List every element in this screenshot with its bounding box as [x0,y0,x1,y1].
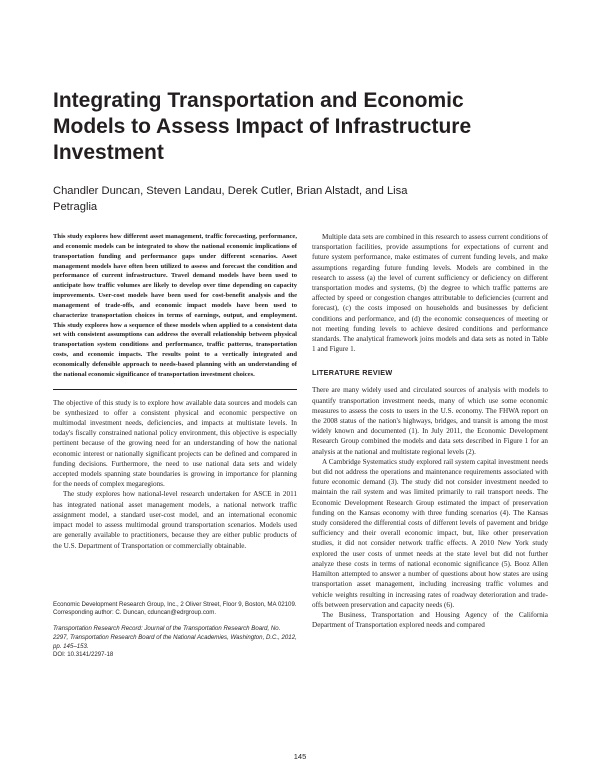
body-paragraph: There are many widely used and circulated sources of analysis with models to quantify transportation investment needs, many of which use some economic measures to assess the costs to users in the U.S. economy. The FHWA report on the 2008 status of the nation's highways, bridges, and transit is among the most widely known and documented (1). In July 2011, the Economic Development Research Group combined the models and data sets described in Figure 1 for an analysis at the national and multistate regional levels (2). [312,386,548,456]
author-affiliation [53,601,297,618]
right-column [312,232,548,630]
body-paragraph: The study explores how national-level research undertaken for ASCE in 2011 has integrated national asset management models, a national network traffic assignment model, a standard user-cost model, and an international economic impact model to assess multimodal ground transportation scenarios. Models used are generally available to practitioners, because they are either public products of the U.S. Department of Transportation or commercially obtainable. [53,490,297,550]
left-column [53,232,297,660]
section-heading: LITERATURE REVIEW [312,368,393,378]
body-paragraph: Multiple data sets are combined in this research to assess current conditions of transportation facilities, provide assumptions for expectations of current and future system performance, make estimates of current funding levels, and make assumptions regarding future funding levels. Models are combined in the research to assess (a) the level of current sufficiency or deficiency on different transportation modes and systems, (b) the degree to which traffic patterns are affected by speed or congestion changes attributable to deficiencies (current and forecast), (c) the costs imposed on households and businesses by deficient conditions and performance, and (d) the economic consequences of meeting or not meeting funding levels to achieve desired conditions and performance standards. The analytical framework joins models and data sets as noted in Table 1 and Figure 1. [312,233,548,354]
paper-title: Integrating Transportation and Economic Models to Assess Impact of Infrastructure Investment [53,89,472,164]
journal-citation [53,625,297,660]
page-number: 145 [293,752,307,761]
body-paragraph: A Cambridge Systematics study explored rail system capital investment needs but did not address the operations and maintenance requirements associated with future economic demand (3). The study did not consider investment needed to maintain the rail system and was limited primarily to rail transport needs. The Economic Development Research Group estimated the impact of preservation funding on the Kansas economy with three funding scenarios (4). The Kansas study considered the differential costs of different levels of pavement and bridge sufficiency and their overall economic impact, but, like other preservation studies, it did not consider network traffic effects. A 2010 New York study explored the user costs of unmet needs at the state level but did not further analyze these costs in terms of national economic significance (5). Booz Allen Hamilton attempted to answer a number of questions about how states are using transportation asset management, including increasing traffic volumes and vehicle weights resulting in increasing rates of roadway deterioration and trade-offs between preservation and capacity needs (6). [312,457,548,609]
affiliation-text: Economic Development Research Group, Inc., 2 Oliver Street, Floor 9, Boston, MA 02109. Corresponding author: C. Duncan, cduncan@edrgroup.com. [53,600,297,617]
citation-text: Transportation Research Record: Journal of the Transportation Research Board, No. 2297, Transportation Research Board of the National Academies, Washington, D.C., 2012, pp. 145–153. [53,625,297,650]
abstract [53,232,297,380]
author-list: Chandler Duncan, Steven Landau, Derek Cutler, Brian Alstadt, and Lisa Petraglia [53,185,408,213]
abstract-text: This study explores how different asset management, traffic forecasting, performance, and economic models can be integrated to show the national economic implications of transportation funding and performance gaps under different scenarios. Asset management models have often been utilized to assess and forecast the condition and performance of current infrastructure. Travel demand models have been used to anticipate how traffic volumes are likely to develop over time depending on capacity improvements. User-cost models have been used for cost-benefit analysis and the management of trade-offs, and economic impact models have been used to characterize transportation choices in terms of earnings, output, and employment. This study explores how a sequence of these models when applied to a consistent data set with consistent assumptions can address the overall relationship between physical transportation system conditions and performance, traffic patterns, transportation costs, and economic impacts. The results point to a vertically integrated and economically defensible approach to needs-based planning with an understanding of the national economic significance of transportation investment choices. [53,233,297,378]
doi-text: DOI: 10.3141/2297-18 [53,651,114,659]
body-paragraph: The objective of this study is to explore how available data sources and models can be synthesized to offer a consistent physical and economic perspective on multimodal investment needs, deficiencies, and impacts at multistate levels. In today's fiscally constrained national policy environment, this objective is especially pertinent because of the growing need for an understanding of how the national economic interest or nationally significant projects can be defined and compared in funding decisions. Furthermore, the need to use national data sets and widely accepted models spanning state boundaries is growing in importance for planning for the needs of complex megaregions. [53,398,297,489]
body-paragraph: The Business, Transportation and Housing Agency of the California Department of Transportation explored needs and compared [312,610,548,630]
abstract-divider [53,389,297,390]
